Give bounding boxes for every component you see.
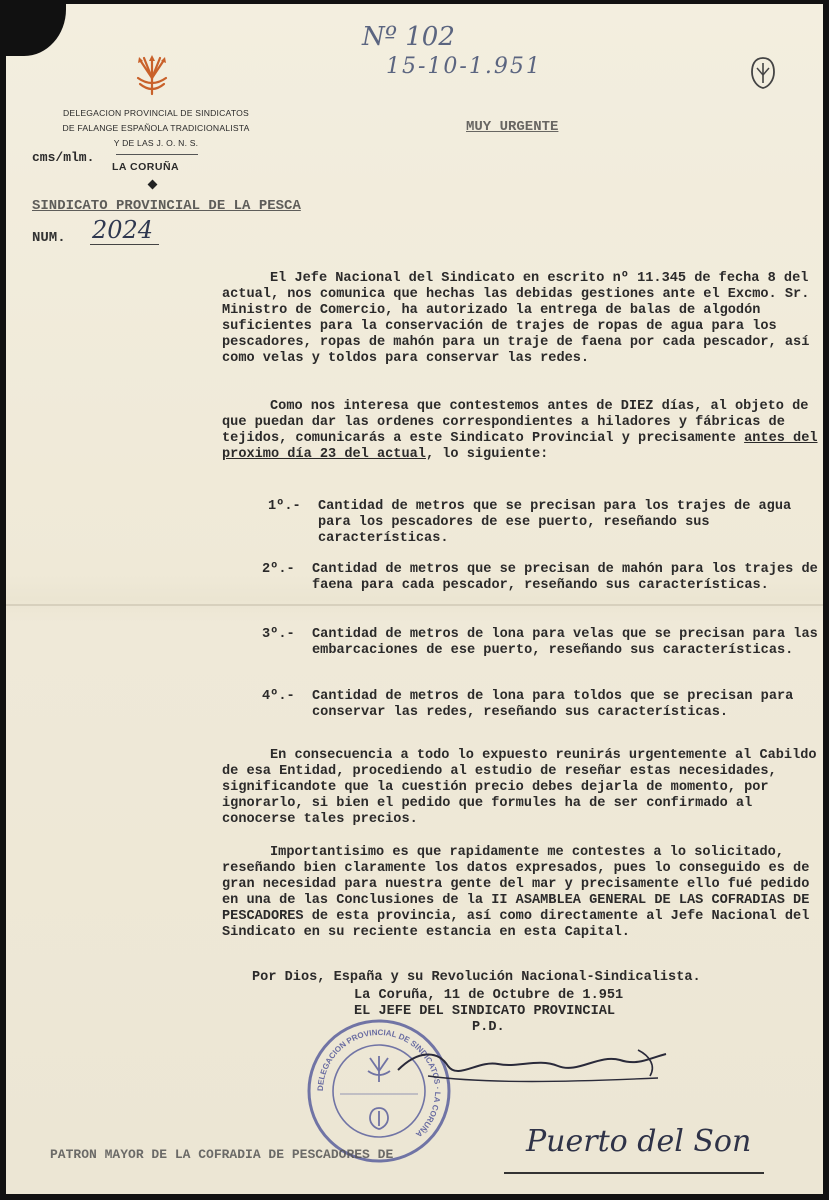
item-3-text: Cantidad de metros de lona para velas que se precisan para las embarcaciones de ese puerto, reseñando sus características. xyxy=(312,627,818,658)
syndicate-title: SINDICATO PROVINCIAL DE LA PESCA xyxy=(32,198,301,214)
urgency-label: MUY URGENTE xyxy=(466,119,559,135)
item-2-number: 2º.- xyxy=(262,562,295,577)
org-line-1: DELEGACION PROVINCIAL DE SINDICATOS xyxy=(63,108,249,118)
item-1-text: Cantidad de metros que se precisan para los trajes de agua para los pescadores de ese puerto, reseñando sus características. xyxy=(318,499,792,546)
paragraph-4: Importantisimo es que rapidamente me contestes a lo solicitado, reseñando bien claramente los datos expresados, pues lo conseguido es de gran necesidad para nuestra gente del mar y precisamente ello fué pedido en una de las Conclusiones de la II ASAMBLEA GENERAL DE LAS COFRADIAS DE PESCADORES de esta provincia, así como directamente al Jefe Nacional del Sindicato en su reciente estancia en esta Capital. xyxy=(222,845,810,940)
item-4-text: Cantidad de metros de lona para toldos que se precisan para conservar las redes, reseñando sus características. xyxy=(312,689,794,720)
issuing-organization xyxy=(46,106,266,151)
addressee-rule xyxy=(504,1172,764,1174)
paragraph-1: El Jefe Nacional del Sindicato en escrito nº 11.345 de fecha 8 del actual, nos comunica que hechas las debidas gestiones ante el Excmo. Sr. Ministro de Comercio, ha autorizado la entrega de balas de algodón suficientes para la conservación de trajes de ropas de agua para los pescadores, ropas de mahón para un traje de faena por cada pescador, así como velas y toldos para conservar las redes. xyxy=(222,271,810,366)
city-name: LA CORUÑA xyxy=(112,161,180,173)
paragraph-2-start: Como nos interesa que contestemos antes de DIEZ días, al objeto de que puedan dar las ordenes correspondientes a hiladores y fábricas de tejidos, comunicarás a este Sindicato Provincial y precisamente xyxy=(222,399,809,446)
addressee-line: PATRON MAYOR DE LA COFRADIA DE PESCADORES DE xyxy=(50,1147,394,1162)
corner-emblem-icon xyxy=(750,56,776,90)
deadline-phrase: antes del proximo día 23 del actual xyxy=(222,431,818,462)
closing-place-date: La Coruña, 11 de Octubre de 1.951 xyxy=(354,988,624,1003)
torn-corner xyxy=(6,4,66,56)
reference-initials: cms/mlm. xyxy=(32,150,95,165)
org-line-3: Y DE LAS J. O. N. S. xyxy=(113,138,199,148)
diamond-ornament xyxy=(148,180,158,190)
org-line-2: DE FALANGE ESPAÑOLA TRADICIONALISTA xyxy=(62,123,250,133)
item-2-text: Cantidad de metros que se precisan de mahón para los trajes de faena para cada pescador, reseñando sus características. xyxy=(312,562,818,593)
stamp-text: DELEGACION PROVINCIAL DE SINDICATOS · LA CORUÑA xyxy=(315,1027,443,1139)
registry-date: 15-10-1.951 xyxy=(386,54,542,79)
addressee-port: Puerto del Son xyxy=(526,1124,752,1159)
paragraph-2-end: , lo siguiente: xyxy=(425,447,549,462)
signatory-title: EL JEFE DEL SINDICATO PROVINCIAL xyxy=(354,1004,616,1019)
signature xyxy=(388,1040,678,1090)
signatory-pd: P.D. xyxy=(472,1020,505,1035)
yoke-arrows-emblem-icon xyxy=(134,54,170,100)
number-label: NUM. xyxy=(32,230,66,246)
item-3-number: 3º.- xyxy=(262,627,295,642)
closing-salutation: Por Dios, España y su Revolución Nacional-Sindicalista. xyxy=(252,970,701,985)
number-value: 2024 xyxy=(90,216,159,245)
registry-number: Nº 102 xyxy=(362,22,455,52)
item-1-number: 1º.- xyxy=(268,499,301,514)
document-page xyxy=(6,4,823,1194)
city-rule xyxy=(116,154,198,155)
paragraph-2 xyxy=(222,399,823,463)
official-stamp xyxy=(304,1016,454,1166)
paragraph-3: En consecuencia a todo lo expuesto reunirás urgentemente al Cabildo de esa Entidad, procediendo al estudio de reseñar estas necesidades, significandote que la cuestión precio debes dejarla de momento, por ignorarlo, si bien el pedido que formules ha de ser confirmado al conocerse tales precios. xyxy=(222,748,817,827)
item-4-number: 4º.- xyxy=(262,689,295,704)
paper-fold xyxy=(6,604,823,606)
